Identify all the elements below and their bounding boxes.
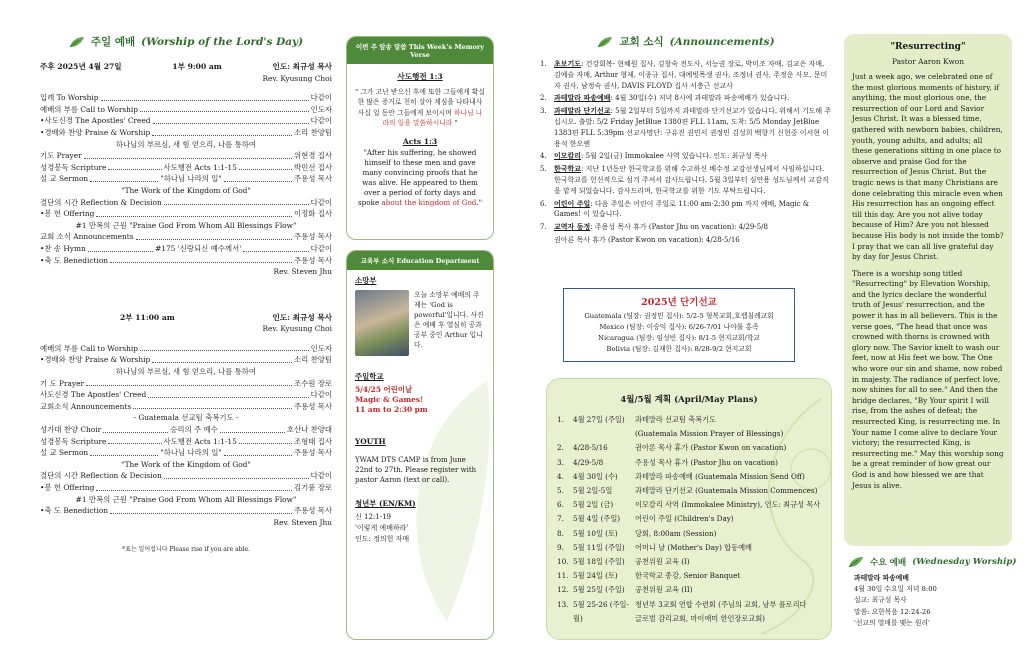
plans-title: 4월/5월 계획 (April/May Plans): [620, 395, 758, 405]
plan-text: 과테말라 단기선교 (Guatemala Mission Commences): [635, 486, 818, 496]
order-item: [40, 482, 332, 494]
order-item-person: 다같이: [310, 390, 332, 400]
announcement-heading: 과테말라 파송예배: [554, 93, 611, 103]
memory-text-en: "After his suffering, he showed himself to these men and gave many convincing proofs that he was alive. He appeared to them over a period of forty days and spoke about the kingdom of God.": [357, 147, 483, 207]
plan-text-extra: (Guatemala Mission Prayer of Blessings): [635, 429, 784, 439]
order-item-label: •봉 헌 Offering: [40, 209, 95, 219]
announcement-text: : 5월 2일(금) Immokalee 사역 있습니다. 인도: 최규성 목사: [581, 152, 768, 161]
order-item-label: 성가대 찬양 Choir: [40, 425, 102, 435]
order-item-person: 주용성 목사: [293, 401, 332, 411]
standing-note: *표는 일어섭니다 Please rise if you are able.: [122, 546, 250, 554]
order-item-person: 다같이: [310, 243, 332, 253]
plan-date: 5월 24일 (토): [573, 571, 618, 581]
announcement-item: [540, 59, 832, 91]
announcement-number: [540, 235, 554, 246]
order-subtitle: - Guatemala 선교팀 축복기도 -: [133, 413, 239, 423]
education-box: [346, 250, 494, 640]
announcements-title-ko: 교회 소식: [619, 36, 664, 48]
order-item: [40, 447, 332, 459]
wednesday-preacher: 설교: 최규성 목사: [854, 596, 907, 605]
order-item-label: •축 도 Benediction: [40, 255, 109, 265]
plan-text: 청년부 3교회 연합 수련회 (주님의 교회, 남부 플로리다: [635, 599, 807, 609]
order-item-label: 설 교 Sermon: [40, 448, 89, 458]
order-item-label: 결단의 시간 Reflection & Decision: [40, 197, 162, 207]
plan-date: 5월 4일 (주일): [573, 514, 621, 524]
plan-text: 과테말라 파송예배 (Guatemala Mission Send Off): [635, 471, 805, 481]
wednesday-section: [848, 556, 1018, 629]
childrens-day-time: 11 am to 2:30 pm: [355, 405, 428, 414]
kids-title: 소망부: [355, 276, 377, 285]
plan-number: 11.: [557, 571, 569, 581]
leaf-icon: [597, 36, 613, 48]
order-item-label: 결단의 시간 Reflection & Decision: [40, 471, 162, 481]
announcement-number: 4.: [540, 152, 547, 161]
plan-number: 10.: [557, 557, 569, 567]
plan-date: 4월 27일 (주일): [573, 415, 625, 424]
plan-text: 공천위원 교육 (II): [635, 585, 693, 595]
plan-text: 이모칼리 사역 (Immokalee Ministry), 인도: 최규성 목사: [635, 500, 821, 510]
plan-text: 당회, 8:00am (Session): [635, 528, 717, 538]
order-item-label: •사도신경 The Apostles' Creed: [40, 116, 151, 126]
young-adult-passage: 신 12:1-19: [355, 513, 391, 521]
mission-line: Bolivia (팀장: 김재한 집사): 8/28-9/2 현지교회: [606, 345, 752, 353]
youth-title: YOUTH: [355, 437, 386, 446]
service-1-leader: 인도: 최규성 목사: [272, 62, 332, 71]
order-item: [40, 505, 332, 517]
order-item-person: 주용성 목사: [293, 232, 332, 242]
service-1-leader-en: Rev. Kyusung Choi: [262, 73, 332, 83]
announcements-heading: [540, 34, 832, 49]
announcement-number: 3.: [540, 107, 547, 116]
plan-item: [557, 527, 821, 541]
order-item: [40, 150, 332, 162]
plan-item: [557, 484, 821, 498]
order-item-person: 인도자: [310, 104, 332, 114]
order-item-person: 주용성 목사: [293, 448, 332, 458]
youth-text: YWAM DTS CAMP is from June 22nd to 27th. Please register with pastor Aaron (text or call).: [355, 456, 477, 484]
plan-item: [557, 470, 821, 484]
order-item: [40, 115, 332, 127]
worship-heading: [40, 34, 332, 49]
plan-item: [557, 541, 821, 555]
plan-text: 한국학교 종강, Senior Banquet: [635, 571, 741, 581]
plan-item: [557, 512, 821, 526]
service-2: [40, 312, 332, 529]
order-item: [40, 197, 332, 209]
order-item: [40, 104, 332, 116]
plan-number: 8.: [557, 528, 564, 538]
order-item-person: 인도자: [310, 343, 332, 353]
service-2-leader: 인도: 최규성 목사: [272, 312, 332, 322]
order-item-person: 다같이: [310, 197, 332, 207]
plan-number: 2.: [557, 443, 564, 453]
order-item-label: •축 도 Benediction: [40, 506, 109, 516]
order-item: [40, 470, 332, 482]
announcement-heading: 과테말라 단기선교: [554, 106, 611, 116]
announcement-text: : 4월 30일(수) 저녁 8시에 과테말라 파송예배가 있습니다.: [610, 94, 790, 103]
order-item-person: 소리 찬양팀: [293, 127, 332, 137]
worship-title-en: (Worship of the Lord's Day): [141, 35, 304, 48]
plan-date: 5월 18일 (주일): [573, 557, 625, 567]
young-adult-theme: '이렇게 예배하라': [355, 524, 409, 532]
plan-number: 9.: [557, 542, 564, 552]
plan-number: 12.: [557, 585, 569, 595]
order-item: [40, 231, 332, 243]
mission-line: Nicaragua (팀장: 임성빈 집사): 8/1-5 현지교회/학교: [598, 334, 760, 342]
order-item-person: 주용성 목사: [293, 506, 332, 516]
announcement-item: [540, 106, 832, 149]
sermon-author: Pastor Aaron Kwon: [891, 57, 965, 66]
order-item: [40, 436, 332, 448]
order-item: [40, 255, 332, 267]
order-item-person: 호산나 찬양대: [286, 425, 332, 435]
mission-list: [568, 311, 790, 355]
plan-number: 6.: [557, 500, 564, 510]
wednesday-heading: [848, 556, 1018, 568]
wednesday-datetime: 4월 30일 수요일 저녁 8:00: [854, 585, 937, 594]
plan-date: 4/29-5/8: [573, 457, 604, 467]
announcement-number: 6.: [540, 199, 547, 208]
order-item-detail: 사도행전 Acts 1:1-15: [163, 162, 237, 172]
memory-ref-ko: 사도행전 1:3: [397, 72, 443, 81]
plans-list: [547, 413, 831, 626]
service-2-order: [40, 343, 332, 517]
service-2-benediction-name: Rev. Steven Jhu: [273, 517, 332, 527]
order-item-label: 예배의 부름 Call to Worship: [40, 343, 139, 353]
order-item: [40, 401, 332, 413]
plan-date: 5월 2일 (금): [573, 500, 614, 510]
plan-date: 4월 30일 (수): [573, 471, 618, 481]
young-adult-title: 청년부 (EN/KM): [355, 499, 416, 508]
service-1-time: 1부 9:00 am: [172, 62, 222, 71]
order-item-label: 설 교 Sermon: [40, 174, 89, 184]
order-item: [40, 162, 332, 174]
order-item-label: 기 도 Prayer: [40, 378, 84, 388]
childrens-day-event: Magic & Games!: [355, 395, 424, 404]
plans-box: [546, 378, 832, 640]
plan-text: 권아론 목사 휴가 (Pastor Kwon on vacation): [635, 443, 787, 453]
announcement-number: 7.: [540, 223, 547, 232]
announcement-number: 2.: [540, 94, 547, 103]
plan-item: [557, 569, 821, 583]
order-subtitle: 하나님의 부르심, 새 힘 얻으리, 나를 통하여: [115, 139, 257, 149]
announcement-item: [540, 222, 832, 233]
order-item-person: 박민선 집사: [293, 162, 332, 172]
announcements-title-en: (Announcements): [669, 35, 775, 48]
mission-title: 2025년 단기선교: [641, 297, 717, 308]
order-item-detail: 사도행전 Acts 1:1-15: [163, 436, 237, 446]
leaf-icon: [69, 36, 85, 48]
announcement-list: [540, 59, 832, 246]
wednesday-subtitle: 과테말라 파송예배: [854, 574, 909, 582]
order-item-person: 다같이: [310, 93, 332, 103]
order-item: [40, 389, 332, 401]
plan-item: [557, 498, 821, 512]
service-date: 주후 2025년 4월 27일: [40, 62, 122, 71]
kids-text: 오늘 소망부 예배의 주제는 'God is powerful'입니다. 사진은 예배 후 열심히 공과공부 중인 Arthur 입니다.: [414, 291, 484, 349]
order-item-person: 주용성 목사: [293, 174, 332, 184]
plan-number: 7.: [557, 514, 564, 524]
service-1-order: [40, 92, 332, 266]
order-item-person: 이정화 집사: [293, 209, 332, 219]
plan-item: [557, 413, 821, 441]
mission-line: Guatemala (팀장: 권정민 집사): 5/2-5 형복교회,호렙침례교회: [584, 312, 774, 320]
mission-line: Mexico (팀장: 이승익 집사): 6/26-7/01 나야툴 홍족: [599, 323, 759, 331]
wednesday-title-ko: 수요 예배: [870, 558, 907, 568]
sermon-paragraph-1: Just a week ago, we celebrated one of the most glorious moments of history, if anything, the most glorious one, the resurrection of our Lord and Savior Jesus Christ. It was a blessed time, gathered with newborn babies, children, youth, young adults, and adults; all these generations sitting in one place to observe and praise God for the resurrection of Jesus Christ. But the tragic news is that many Christians are done celebrating this miracle even when His resurrection has an ongoing effect till this day. Are you not alive today because of Him? Are you not blessed because His body is not inside the tomb? I pray that we can all live grateful day by day for Jesus Christ.: [852, 72, 1004, 262]
order-item-detail: #175 '신랑되신 예수께서': [155, 243, 242, 253]
plan-text: 주용성 목사 휴가 (Pastor Jhu on vacation): [635, 457, 778, 467]
announcement-heading: 한국학교: [554, 164, 582, 174]
wednesday-sermon-title: '선교의 열매를 맺는 원리': [854, 618, 930, 627]
order-item: [40, 378, 332, 390]
order-item: [40, 127, 332, 139]
order-item: [40, 208, 332, 220]
order-item-person: 김기풍 장로: [293, 483, 332, 492]
order-item-label: 교회 소식 Announcements: [40, 232, 134, 242]
order-item-detail: 승리의 주 예수: [170, 425, 218, 435]
kids-photo: [355, 290, 409, 356]
plan-number: 4.: [557, 471, 564, 481]
plan-date: 5월 25일 (주일): [573, 585, 625, 595]
plan-number: 13.: [557, 599, 569, 609]
announcement-heading: 교역자 동정: [554, 222, 591, 232]
announcement-number: 5.: [540, 165, 547, 174]
order-item-label: •경배와 찬양 Praise & Worship: [40, 355, 151, 365]
worship-title-ko: 주일 예배: [90, 36, 136, 48]
plan-text: 어린이 주일 (Children's Day): [635, 514, 734, 524]
order-item-label: 입례 To Worship: [40, 93, 99, 103]
plan-item: [557, 583, 821, 597]
service-1-benediction-name: Rev. Steven Jhu: [273, 267, 332, 277]
plan-text-extra: 글로벌 감리교회, 마이애미 한인장로교회): [635, 613, 765, 623]
memory-ref-en: Acts 1:3: [402, 136, 438, 146]
order-item-person: 다같이: [310, 116, 332, 126]
order-item-person: 주용성 목사: [293, 255, 332, 265]
announcement-text: : 다음 주일은 어린이 주일로 11:00 am-2:30 pm 까지 예배, Magic & Games! 이 있습니다.: [554, 199, 810, 219]
memory-text-ko: " 그가 고난 받으신 후에 또한 그들에게 확실한 많은 증거로 친히 살아 계심을 나타내사 사십 일 동안 그들에게 보이시며 하나님 나라의 일을 말씀하시니라 ": [355, 87, 485, 128]
order-item-label: 성경봉독 Scripture: [40, 162, 107, 172]
order-item-label: 사도신경 The Apostles' Creed: [40, 390, 147, 400]
order-subtitle: 하나님의 부르심, 새 힘 얻으리, 나를 통하여: [115, 367, 257, 377]
service-2-leader-en: Rev. Kyusung Choi: [262, 324, 332, 334]
plan-text: 과테말라 선교팀 축복기도: [635, 415, 716, 424]
plan-item: [557, 598, 821, 626]
announcement-text: : 지난 1년동안 한국학교를 위해 수고하신 배수정 교감선생님께서 사임하십니다. 한국학교를 헌신적으로 섬겨 주셔서 감사드립니다. 5월 3일부터 심연용 성도님께서 교감직을 맡게 되었습니다. 감사드리며, 한국학교를 위한 기도 부탁드립니다.: [554, 165, 829, 195]
wednesday-scripture: 말씀: 요한복음 12:24-26: [854, 607, 931, 616]
order-subtitle: #1 만복의 근원 "Praise God From Whom All Blessings Flow": [75, 494, 297, 504]
order-item: [40, 173, 332, 185]
plan-number: 5.: [557, 486, 564, 496]
order-item-person: 조수원 장로: [293, 378, 332, 388]
announcement-text: : 5월 2일부터 5일까지 과테말라 단기선교가 있습니다. 위해서 기도해 주십시오. 출발: 5/2 Friday JetBlue 1380편 FLL 11am, 도착: 5/5 Monday JetBlue 1383편 FLL 5:39pm 선교사명단: 구유진 권민서 권정민 김성희 백향기 신현중 이서현 이용석 한오엔: [554, 107, 832, 148]
order-item: [40, 92, 332, 104]
order-item-label: •경배와 찬양 Praise & Worship: [40, 127, 151, 137]
order-item: [40, 354, 332, 366]
leaf-icon: [848, 556, 864, 568]
plan-item: [557, 555, 821, 569]
order-item-label: 성경봉독 Scripture: [40, 436, 107, 446]
order-item-detail: "하나님 나라의 일": [160, 448, 222, 458]
plan-date: 4/28-5/16: [573, 443, 608, 453]
wednesday-title-en: (Wednesday Worship): [912, 557, 1017, 567]
plan-date: 5월 10일 (토): [573, 528, 618, 538]
plan-date: 5월 25-26 (주일-월): [573, 599, 629, 623]
plan-number: 3.: [557, 457, 564, 467]
sunday-school-title: 주일학교: [355, 372, 384, 381]
childrens-day-date: 5/4/25 어린이날: [355, 385, 413, 394]
plan-text: 어머니 날 (Mother's Day) 합동예배: [635, 542, 752, 552]
plan-number: 1.: [557, 415, 564, 424]
order-item: [40, 424, 332, 436]
order-subtitle: "The Work of the Kingdom of God": [121, 459, 251, 469]
sermon-paragraph-2: There is a worship song titled "Resurrecting" by Elevation Worship, and the lyrics declare the wonderful truth of Jesus' resurrection, and the power it has in all believers. This is the verse goes, "The head that once was crowned with thorns is crowned with glory now. The Savior knelt to wash our feet, now at His feet we bow. The One who wore our sin and shame, now robed in majesty. The radiance of perfect love, now shines for all to see." And then the bridge declares, "By Your spirit I will rise, from the ashes of defeat; the resurrected King, is resurrecting me. In Your name I come alive to declare Your victory; the resurrected King, is resurrecting me." May this worship song be a great reminder of how great our God is and how blessed we are that Jesus is alive.: [852, 268, 1004, 490]
order-item-person: 소리 찬양팀: [293, 355, 332, 365]
order-item-person: 조형태 집사: [293, 436, 332, 446]
order-item-label: 교회소식 Announcements: [40, 401, 132, 411]
sermon-title: "Resurrecting": [890, 42, 966, 52]
sermon-box: [844, 34, 1012, 546]
service-2-time: 2부 11:00 am: [120, 312, 175, 322]
memory-verse-header: 이번 주 암송 말씀 This Week's Memory Verse: [347, 37, 493, 64]
education-header: 교육부 소식 Education Department: [347, 251, 493, 270]
announcement-item: [540, 151, 832, 162]
mission-box: [563, 288, 795, 362]
order-subtitle: "The Work of the Kingdom of God": [121, 185, 251, 195]
memory-verse-box: [346, 36, 494, 240]
order-item-label: 예배의 부름 Call to Worship: [40, 104, 139, 114]
announcement-item: [540, 164, 832, 196]
plan-item: [557, 456, 821, 470]
order-item-label: 기도 Prayer: [40, 151, 82, 161]
announcement-heading: 어린이 주일: [554, 198, 591, 208]
announcement-number: 1.: [540, 60, 547, 68]
order-subtitle: #1 만복의 근원 "Praise God From Whom All Blessings Flow": [75, 220, 297, 230]
plan-text: 공천위원 교육 (I): [635, 557, 690, 567]
service-1: [40, 61, 332, 278]
plan-date: 5월 2일-5일: [573, 486, 613, 496]
order-item: [40, 243, 332, 255]
plan-item: [557, 441, 821, 455]
announcement-item: [540, 93, 832, 104]
announcement-heading: 이모칼리: [554, 151, 582, 161]
announcement-text: 권아론 목사 휴가 (Pastor Kwon on vacation): 4/28-5/16: [554, 235, 740, 244]
announcement-text: : 주용성 목사 휴가 (Pastor Jhu on vacation): 4/29-5/8: [590, 223, 768, 232]
announcement-item: [540, 199, 832, 221]
announcement-item: [540, 235, 832, 246]
order-item: [40, 343, 332, 355]
order-item-detail: "하나님 나라의 일": [160, 174, 222, 184]
announcement-text: : 건강회복- 현혜원 집사, 김창숙 전도사, 서능권 장로, 박미조 자매, 김교은 자매, 김예슬 자매, Arthur 형제, 이종규 집사, 대예빗목생 권사, 조정녀 권사, 주정운 사모, 문미자 권사, 남정숙 권사, DAVIS FLOYD 집사 서충근 선교사: [554, 60, 828, 90]
order-item-label: •찬 송 Hymn: [40, 243, 86, 253]
order-item-label: •봉 헌 Offering: [40, 483, 95, 492]
young-adult-leader: 인도: 정의헌 자매: [355, 535, 410, 543]
announcements-section: [540, 34, 832, 248]
order-item-person: 위현경 집사: [293, 151, 332, 161]
announcement-heading: 초보기도: [554, 59, 582, 68]
plan-date: 5월 11일 (주일): [573, 542, 625, 552]
order-item-person: 다같이: [310, 471, 332, 481]
worship-section: [40, 34, 332, 553]
